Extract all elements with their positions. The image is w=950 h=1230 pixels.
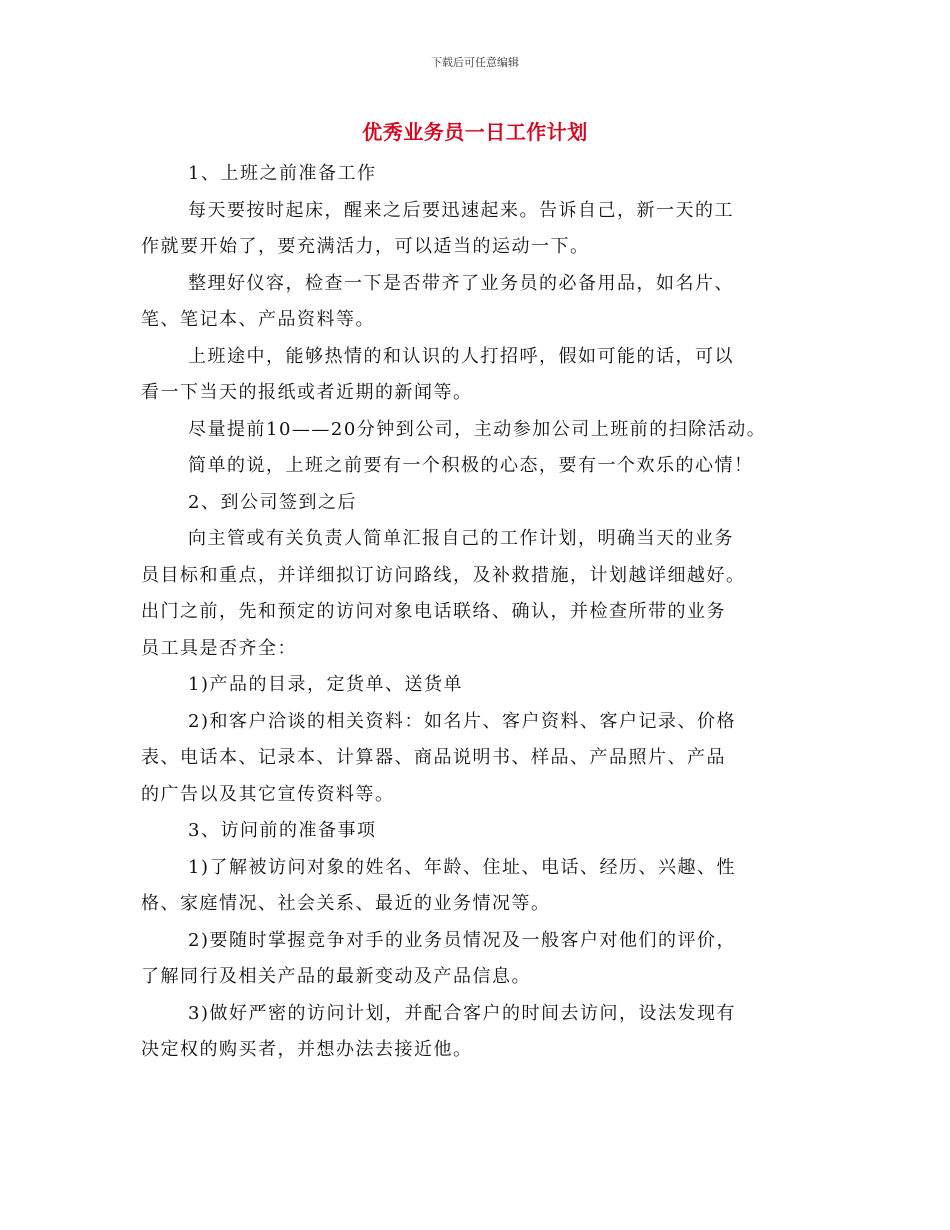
paragraph [141, 704, 806, 814]
paragraph-line: 1)了解被访问对象的姓名、年龄、住址、电话、经历、兴趣、性 [188, 856, 736, 878]
paragraph-line: 3)做好严密的访问计划，并配合客户的时间去访问，设法发现有 [188, 1002, 736, 1024]
document-body [141, 156, 806, 1069]
paragraph [141, 667, 806, 704]
paragraph-line: 整理好仪容，检查一下是否带齐了业务员的必备用品，如名片、 [188, 272, 734, 294]
paragraph [141, 448, 806, 485]
paragraph-line: 上班途中，能够热情的和认识的人打招呼，假如可能的话，可以 [188, 345, 734, 367]
paragraph-line: 员目标和重点，并详细拟订访问路线，及补救措施，计划越详细越好。 [141, 564, 746, 586]
paragraph-line: 决定权的购买者，并想办法去接近他。 [141, 1039, 473, 1060]
paragraph [141, 266, 806, 339]
paragraph [141, 923, 806, 996]
header-note: 下载后可任意编辑 [431, 56, 519, 69]
paragraph-line: 简单的说，上班之前要有一个积极的心态，要有一个欢乐的心情！ [188, 455, 754, 476]
paragraph-line: 尽量提前10——20分钟到公司，主动参加公司上班前的扫除活动。 [188, 418, 767, 440]
paragraph [141, 339, 806, 412]
paragraph-line: 每天要按时起床，醒来之后要迅速起来。告诉自己，新一天的工 [188, 199, 734, 221]
paragraph-line: 格、家庭情况、社会关系、最近的业务情况等。 [141, 893, 551, 914]
paragraph-line: 看一下当天的报纸或者近期的新闻等。 [141, 382, 473, 403]
paragraph-line: 作就要开始了，要充满活力，可以适当的运动一下。 [141, 236, 590, 257]
paragraph-line: 2)和客户洽谈的相关资料：如名片、客户资料、客户记录、价格 [188, 710, 736, 732]
paragraph-line: 笔、笔记本、产品资料等。 [141, 309, 375, 330]
paragraph [141, 996, 806, 1069]
paragraph [141, 485, 806, 522]
paragraph [141, 813, 806, 850]
paragraph-line: 2、到公司签到之后 [188, 491, 357, 513]
paragraph [141, 193, 806, 266]
paragraph-line: 1)产品的目录，定货单、送货单 [188, 674, 463, 695]
paragraph [141, 521, 806, 667]
paragraph-line: 2)要随时掌握竞争对手的业务员情况及一般客户对他们的评价， [188, 929, 736, 951]
paragraph-line: 向主管或有关负责人简单汇报自己的工作计划，明确当天的业务 [188, 528, 734, 549]
paragraph [141, 156, 806, 193]
paragraph-line: 1、上班之前准备工作 [188, 163, 377, 184]
paragraph [141, 850, 806, 923]
paragraph-line: 出门之前，先和预定的访问对象电话联络、确认，并检查所带的业务 [141, 601, 726, 622]
paragraph-line: 3、访问前的准备事项 [188, 820, 377, 841]
paragraph-line: 表、电话本、记录本、计算器、商品说明书、样品、产品照片、产品 [141, 747, 726, 768]
paragraph-line: 员工具是否齐全： [141, 637, 297, 659]
paragraph [141, 412, 806, 449]
document-title: 优秀业务员一日工作计划 [362, 120, 588, 144]
paragraph-line: 了解同行及相关产品的最新变动及产品信息。 [141, 966, 531, 987]
paragraph-line: 的广告以及其它宣传资料等。 [141, 783, 395, 805]
